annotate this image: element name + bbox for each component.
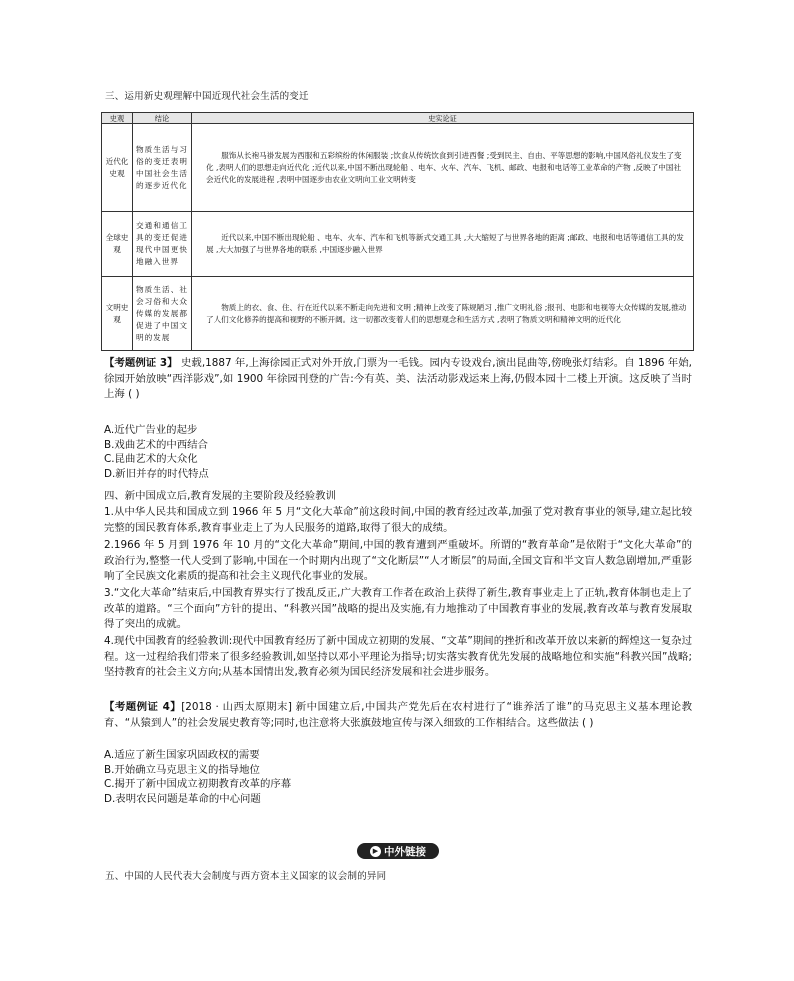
- link-banner-label: 中外链接: [384, 845, 426, 858]
- option-a[interactable]: A.近代广告业的起步: [104, 424, 198, 436]
- example-3-text: 史载,1887 年,上海徐园正式对外开放,门票为一毛钱。园内专设戏台,演出昆曲等,傍晚张灯结彩。自 1896 年始,徐园开始放映“西洋影戏”,如 1900 年徐园刊登的广告:今有英、美、法活动影戏运来上海,仍假本园十二楼上开演。这反映了当时上海 ( ): [104, 357, 692, 400]
- evidence-cell: 近代以来,中国不断出现轮船 、电车、火车、汽车和飞机等新式交通工具 ,大大缩短了与世界各地的距离 ;邮政、电报和电话等通信工具的发展 ,大大加强了与世界各地的联系 ,中国逐步融入世界: [192, 212, 694, 277]
- view-cell: 文明史观: [102, 277, 133, 351]
- evidence-cell: 服饰从长袍马褂发展为西服和五彩缤纷的休闲服装 ;饮食从传统饮食到引进西餐 ;受到民主、自由、平等思想的影响,中国风俗礼仪发生了变化 ,表明人们的思想走向近代化 ;近代以来,中国不断出现轮船 、电车、火车、汽车、飞机、邮政、电报和电话等工业革命的产物 ,反映了中国社会近代化的发展进程 ,表明中国逐步由农业文明向工业文明转变: [192, 124, 694, 212]
- example-4-label: 【考题例证 4】: [104, 701, 182, 713]
- example-3-question: [104, 356, 692, 403]
- evidence-cell: 物质上的衣、食、住、行在近代以来不断走向先进和文明 ;精神上改变了陈规陋习 ,推广文明礼俗 ;报刊、电影和电视等大众传媒的发展,推动了人们文化修养的提高和视野的不断开阔。这一切都改变着人们的思想观念和生活方式 ,表明了物质文明和精神文明的近代化: [192, 277, 694, 351]
- table-row: [102, 277, 694, 351]
- option-d[interactable]: D.新旧并存的时代特点: [104, 467, 209, 480]
- option-b[interactable]: B.戏曲艺术的中西结合: [104, 438, 208, 451]
- play-icon: ▶: [370, 846, 381, 857]
- table-row: [102, 212, 694, 277]
- link-banner: [357, 843, 439, 859]
- example-4-options: [104, 748, 291, 806]
- history-view-table: [101, 112, 694, 351]
- table-header-row: [102, 113, 694, 124]
- example-3-options: [104, 423, 209, 481]
- col-header-evidence: 史实论证: [192, 113, 694, 124]
- conclusion-cell: 物质生活、社会习俗和大众传媒的发展都促进了中国文明的发展: [133, 277, 192, 351]
- conclusion-cell: 物质生活与习俗的变迁表明中国社会生活的逐步近代化: [133, 124, 192, 212]
- section-4-paragraph-1: 1.从中华人民共和国成立到 1966 年 5 月“文化大革命”前这段时间,中国的教育经过改革,加强了党对教育事业的领导,建立起比较完整的国民教育体系,教育事业走上了为人民服务的道路,取得了很大的成绩。: [104, 506, 692, 534]
- example-4-source: [2018 · 山西太原期末]: [181, 701, 292, 713]
- option-d[interactable]: D.表明农民问题是革命的中心问题: [104, 792, 261, 805]
- option-b[interactable]: B.开始确立马克思主义的指导地位: [104, 763, 260, 776]
- col-header-view: 史观: [102, 113, 133, 124]
- table-row: [102, 124, 694, 212]
- option-c[interactable]: C.揭开了新中国成立初期教育改革的序幕: [104, 778, 292, 790]
- option-a[interactable]: A.适应了新生国家巩固政权的需要: [104, 749, 260, 761]
- section-4-title: 四、新中国成立后,教育发展的主要阶段及经验教训: [104, 490, 336, 502]
- section-3-title: 三、运用新史观理解中国近现代社会生活的变迁: [105, 91, 309, 102]
- conclusion-cell: 交通和通信工具的变迁促进现代中国更快地融入世界: [133, 212, 192, 277]
- section-4-paragraph-2: 2.1966 年 5 月到 1976 年 10 月的“文化大革命”期间,中国的教育遭到严重破坏。所谓的“教育革命”是依附于“文化大革命”的政治行为,整整一代人受到了影响,中国在一个时期内出现了“文化断层”“人才断层”的局面,全国文盲和半文盲人数急剧增加,严重影响了全民族文化素质的提高和社会主义现代化事业的发展。: [104, 539, 692, 582]
- example-4-text: 新中国建立后,中国共产党先后在农村进行了“谁养活了谁”的马克思主义基本理论教育、“从猿到人”的社会发展史教育等;同时,也注意将大张旗鼓地宣传与深入细致的工作相结合。这些做法 ( ): [104, 701, 692, 729]
- view-cell: 近代化史观: [102, 124, 133, 212]
- example-3-label: 【考题例证 3】: [104, 357, 178, 369]
- section-4-paragraph-4: 4.现代中国教育的经验教训:现代中国教育经历了新中国成立初期的发展、“文革”期间的挫折和改革开放以来新的辉煌这一复杂过程。这一过程给我们带来了很多经验教训,如坚持以邓小平理论为指导;切实落实教育优先发展的战略地位和实施“科教兴国”战略;坚持教育的社会主义方向;从基本国情出发,教育必须为国民经济发展和社会进步服务。: [104, 635, 692, 678]
- view-cell: 全球史观: [102, 212, 133, 277]
- section-5-title: 五、中国的人民代表大会制度与西方资本主义国家的议会制的异同: [105, 871, 387, 882]
- option-c[interactable]: C.昆曲艺术的大众化: [104, 453, 198, 465]
- col-header-conclusion: 结论: [133, 113, 192, 124]
- example-4-question: [104, 700, 692, 731]
- section-4-paragraph-3: 3.“文化大革命”结束后,中国教育界实行了拨乱反正,广大教育工作者在政治上获得了新生,教育事业走上了正轨,教育体制也走上了改革的道路。“三个面向”方针的提出、“科教兴国”战略的提出及实施,有力地推动了中国教育事业的发展,教育改革与教育发展取得了突出的成就。: [104, 587, 692, 630]
